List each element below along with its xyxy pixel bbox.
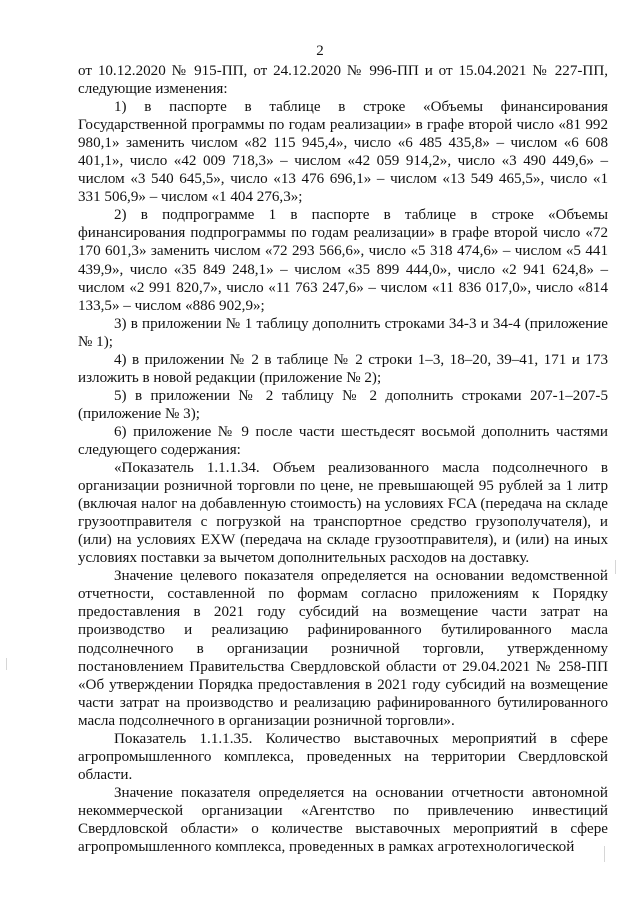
paragraph-indicator-35-value: Значение показателя определяется на основании отчетности автономной некоммерческой организации «Агентство по привлечению инвестиций Свердловской области» о количестве выставочных мероприятий в сфере агропромышленного комплекса, проведенных в рамках агротехнологической: [78, 784, 608, 856]
paragraph-item-5: 5) в приложении № 2 таблицу № 2 дополнить строками 207-1–207-5 (приложение № 3);: [78, 387, 608, 422]
margin-scan-mark-top: [615, 560, 616, 574]
document-body: [78, 62, 608, 856]
paragraph-indicator-34-value: Значение целевого показателя определяется на основании ведомственной отчетности, составленной по формам согласно приложениям к Порядку предоставления в 2021 году субсидий на возмещение части затрат на производство и реализацию рафинированного бутилированного масла подсолнечного в организации розничной торговли, утвержденному постановлением Правительства Свердловской области от 29.04.2021 № 258-ПП «Об утверждении Порядка предоставления в 2021 году субсидий на возмещение части затрат на производство и реализацию рафинированного бутилированного масла подсолнечного в организации розничной торговли».: [78, 568, 608, 729]
page-number: 2: [316, 43, 324, 59]
paragraph-indicator-1-1-1-35: Показатель 1.1.1.35. Количество выставочных мероприятий в сфере агропромышленного комплекса, проведенных на территории Свердловской области.: [78, 730, 608, 783]
paragraph-item-6: 6) приложение № 9 после части шестьдесят восьмой дополнить частями следующего содержания:: [78, 423, 608, 458]
margin-scan-mark-bottom: [604, 846, 605, 862]
margin-scan-mark-left: [6, 658, 7, 670]
paragraph-item-3: 3) в приложении № 1 таблицу дополнить строками 34-3 и 34-4 (приложение № 1);: [78, 315, 608, 350]
paragraph-indicator-1-1-1-34: «Показатель 1.1.1.34. Объем реализованного масла подсолнечного в организации розничной торговли по цене, не превышающей 95 рублей за 1 литр (включая налог на добавленную стоимость) на условиях FCA (передача на складе грузоотправителя с погрузкой на транспортное средство грузополучателя), и (или) на условиях EXW (передача на складе грузоотправителя), и (или) на иных условиях поставки за вычетом дополнительных расходов на доставку.: [78, 460, 608, 567]
paragraph-item-2: 2) в подпрограмме 1 в паспорте в таблице в строке «Объемы финансирования подпрограммы по годам реализации» в графе второй число «72 170 601,3» заменить числом «72 293 566,6», число «5 318 474,6» – числом «5 441 439,9», число «35 849 248,1» – числом «35 899 444,0», число «2 941 624,8» – числом «2 991 820,7», число «11 763 247,6» – числом «11 836 017,0», число «814 133,5» – числом «886 902,9»;: [78, 207, 608, 314]
paragraph-intro: от 10.12.2020 № 915-ПП, от 24.12.2020 № 996-ПП и от 15.04.2021 № 227-ПП, следующие изменения:: [78, 63, 608, 98]
paragraph-item-1: 1) в паспорте в таблице в строке «Объемы финансирования Государственной программы по годам реализации» в графе второй число «81 992 980,1» заменить числом «82 115 945,4», число «6 485 435,8» – числом «6 608 401,1», число «42 009 718,3» – числом «42 059 914,2», число «3 490 449,6» – числом «3 540 645,5», число «13 476 696,1» – числом «13 549 465,5», число «1 331 506,9» – числом «1 404 276,3»;: [78, 99, 608, 206]
paragraph-item-4: 4) в приложении № 2 в таблице № 2 строки 1–3, 18–20, 39–41, 171 и 173 изложить в новой редакции (приложение № 2);: [78, 351, 608, 386]
